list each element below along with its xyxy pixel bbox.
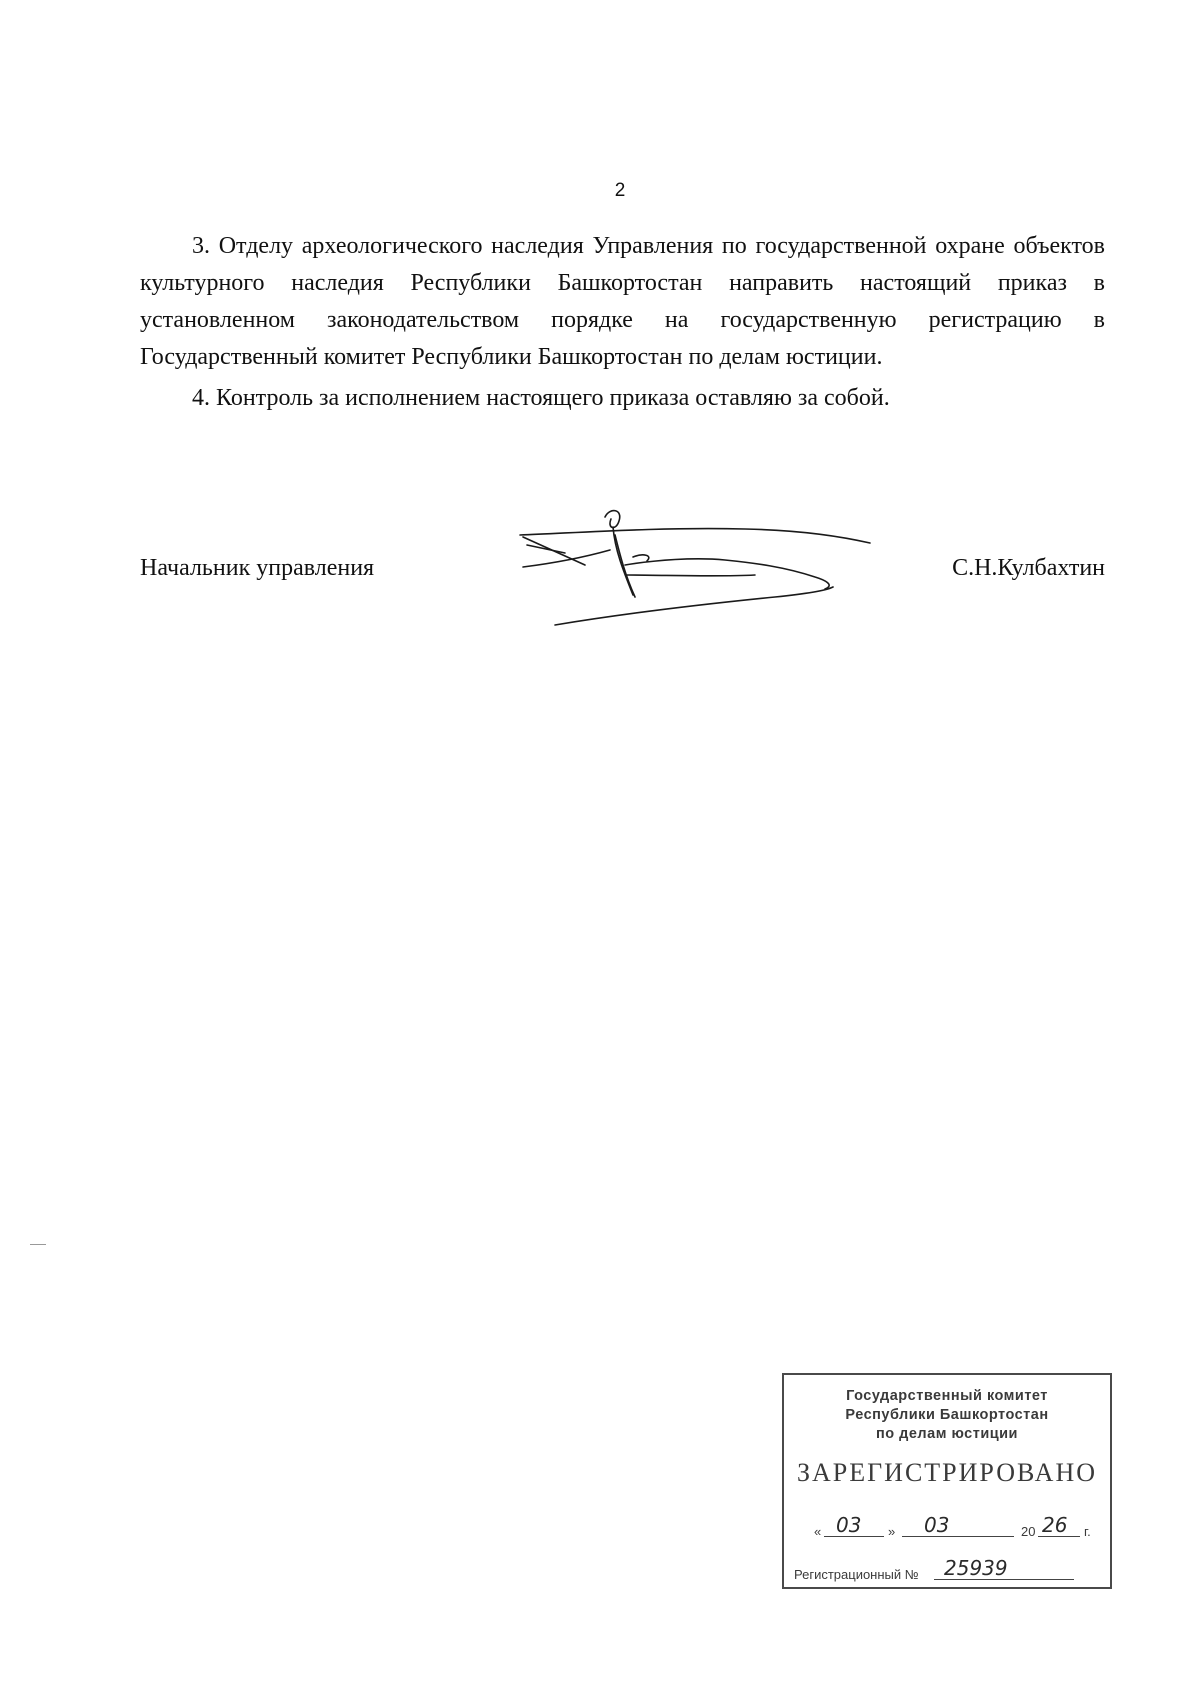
signatory-position: Начальник управления: [140, 555, 375, 581]
registration-number: 25939: [944, 1556, 1008, 1580]
date-month: 03: [924, 1513, 950, 1537]
date-day: 03: [836, 1513, 862, 1537]
paragraph-3: 3. Отделу археологического наследия Управления по государственной охране объектов культурного наследия Республики Башкортостан направить настоящий приказ в установленном законодательством порядке на государственную регистрацию в Государственный комитет Республики Башкортостан по делам юстиции.: [140, 233, 1105, 370]
stamp-org-line-1: Государственный комитет: [846, 1388, 1048, 1404]
document-body: [140, 228, 1105, 417]
date-close-quote: »: [888, 1524, 896, 1539]
stamp-org-line-2: Республики Башкортостан: [845, 1407, 1049, 1423]
stamp-registration: [794, 1558, 1094, 1584]
signatory-name: С.Н.Кулбахтин: [952, 555, 1105, 581]
stamp-organization: [784, 1387, 1110, 1444]
registration-stamp: [782, 1373, 1112, 1589]
stamp-date: [814, 1513, 1104, 1541]
date-year: 26: [1042, 1513, 1068, 1537]
registration-label: Регистрационный №: [794, 1567, 919, 1582]
date-century: 20: [1021, 1524, 1036, 1539]
paragraph-4: 4. Контроль за исполнением настоящего приказа оставляю за собой.: [192, 385, 890, 411]
stamp-status: ЗАРЕГИСТРИРОВАНО: [797, 1458, 1097, 1487]
handwritten-signature: [515, 505, 895, 630]
scan-speck: [30, 1244, 46, 1245]
date-open-quote: «: [814, 1524, 822, 1539]
date-month-line: [902, 1536, 1014, 1537]
stamp-org-line-3: по делам юстиции: [876, 1426, 1018, 1442]
page-number: 2: [614, 180, 626, 201]
date-suffix: г.: [1084, 1524, 1091, 1539]
